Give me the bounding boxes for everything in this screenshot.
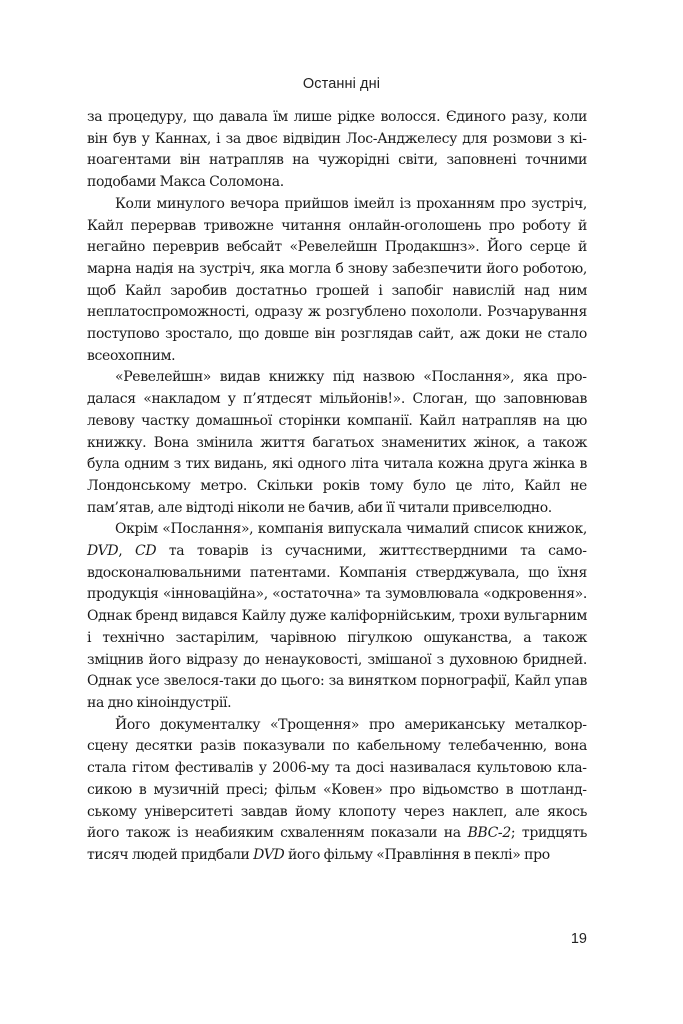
text-run: , xyxy=(118,543,136,560)
paragraph xyxy=(87,107,587,194)
text-run: його фільму «Правління в пеклі» про xyxy=(284,846,550,863)
text-run: «Ревелейшн» видав книжку під назвою «Послання», яка продалася «накладом у п’ятдесят мільйонів!». Слоган, що заповнював левову частку домашньої сторінки компанії. Кайл натрапляв на цю книжку. Вона змінила життя багатьох знаменитих жінок, а також була одним з тих видань, які одного літа читала кожна друга жінка в Лондонському метро. Скільки років тому було це літо, Кайл не пам’ятав, але відтоді ніколи не бачив, аби її читали привселюдно. xyxy=(87,369,587,516)
paragraph xyxy=(87,194,587,368)
text-run: Його документалку «Трощення» про американську металкорсцену десятки разів показували по кабельному телебаченню, вона стала гітом фестивалів у 2006-му та досі називалася культовою класикою в музичній пресі; фільм «Ковен» про відьомство в шотландському університеті завдав йому клопоту через наклеп, але якось його також із неабияким схваленням показали на xyxy=(87,716,587,842)
text-run: та товарів із сучасними, життєствердними та самовдосконалювальними патентами. Компанія стверджувала, що їхня продукція «інноваційна», «остаточна» та зумовлювала «одкровення». Однак бренд видався Кайлу дуже каліфорнійським, трохи вульгарним і технічно застарілим, чарівною пігулкою ошуканства, а також зміцнив його відразу до ненауковості, змішаної з духовною бридней. Однак усе звелося-таки до цього: за винятком порнографії, Кайл упав на дно кіноіндустрії. xyxy=(87,543,587,711)
italic-text-run: CD xyxy=(135,543,157,560)
text-run: Окрім «Послання», компанія випускала чималий список книжок, xyxy=(115,521,587,538)
text-run: ; тридцять тисяч людей придбали xyxy=(87,825,587,863)
italic-text-run: DVD xyxy=(253,846,285,863)
body-text xyxy=(87,107,587,867)
text-run: за процедуру, що давала їм лише рідке волосся. Єдиного разу, коли він був у Каннах, і за двоє відвідин Лос-Анджелесу для розмови з кіноагентами він натрапляв на чужорідні світи, заповнені точними подобами Макса Соломона. xyxy=(87,109,587,191)
page-number: 19 xyxy=(570,931,587,947)
italic-text-run: DVD xyxy=(87,543,119,560)
italic-text-run: BBC-2 xyxy=(467,825,511,842)
paragraph xyxy=(87,519,587,714)
text-run: Коли минулого вечора прийшов імейл із проханням про зустріч, Кайл перервав тривожне читання онлайн-оголошень про роботу й негайно переврив вебсайт «Ревелейшн Продакшнз». Його серце й марна надія на зустріч, яка могла б знову забезпечити його роботою, щоб Кайл заробив достатньо грошей і запобіг навислій над ним неплатоспроможності, одразу ж розгублено похололи. Розчарування поступово зростало, що довше він розглядав сайт, аж доки не стало всеохопним. xyxy=(87,195,587,364)
paragraph xyxy=(87,367,587,519)
running-head: Останні дні xyxy=(302,76,381,92)
paragraph xyxy=(87,715,587,867)
